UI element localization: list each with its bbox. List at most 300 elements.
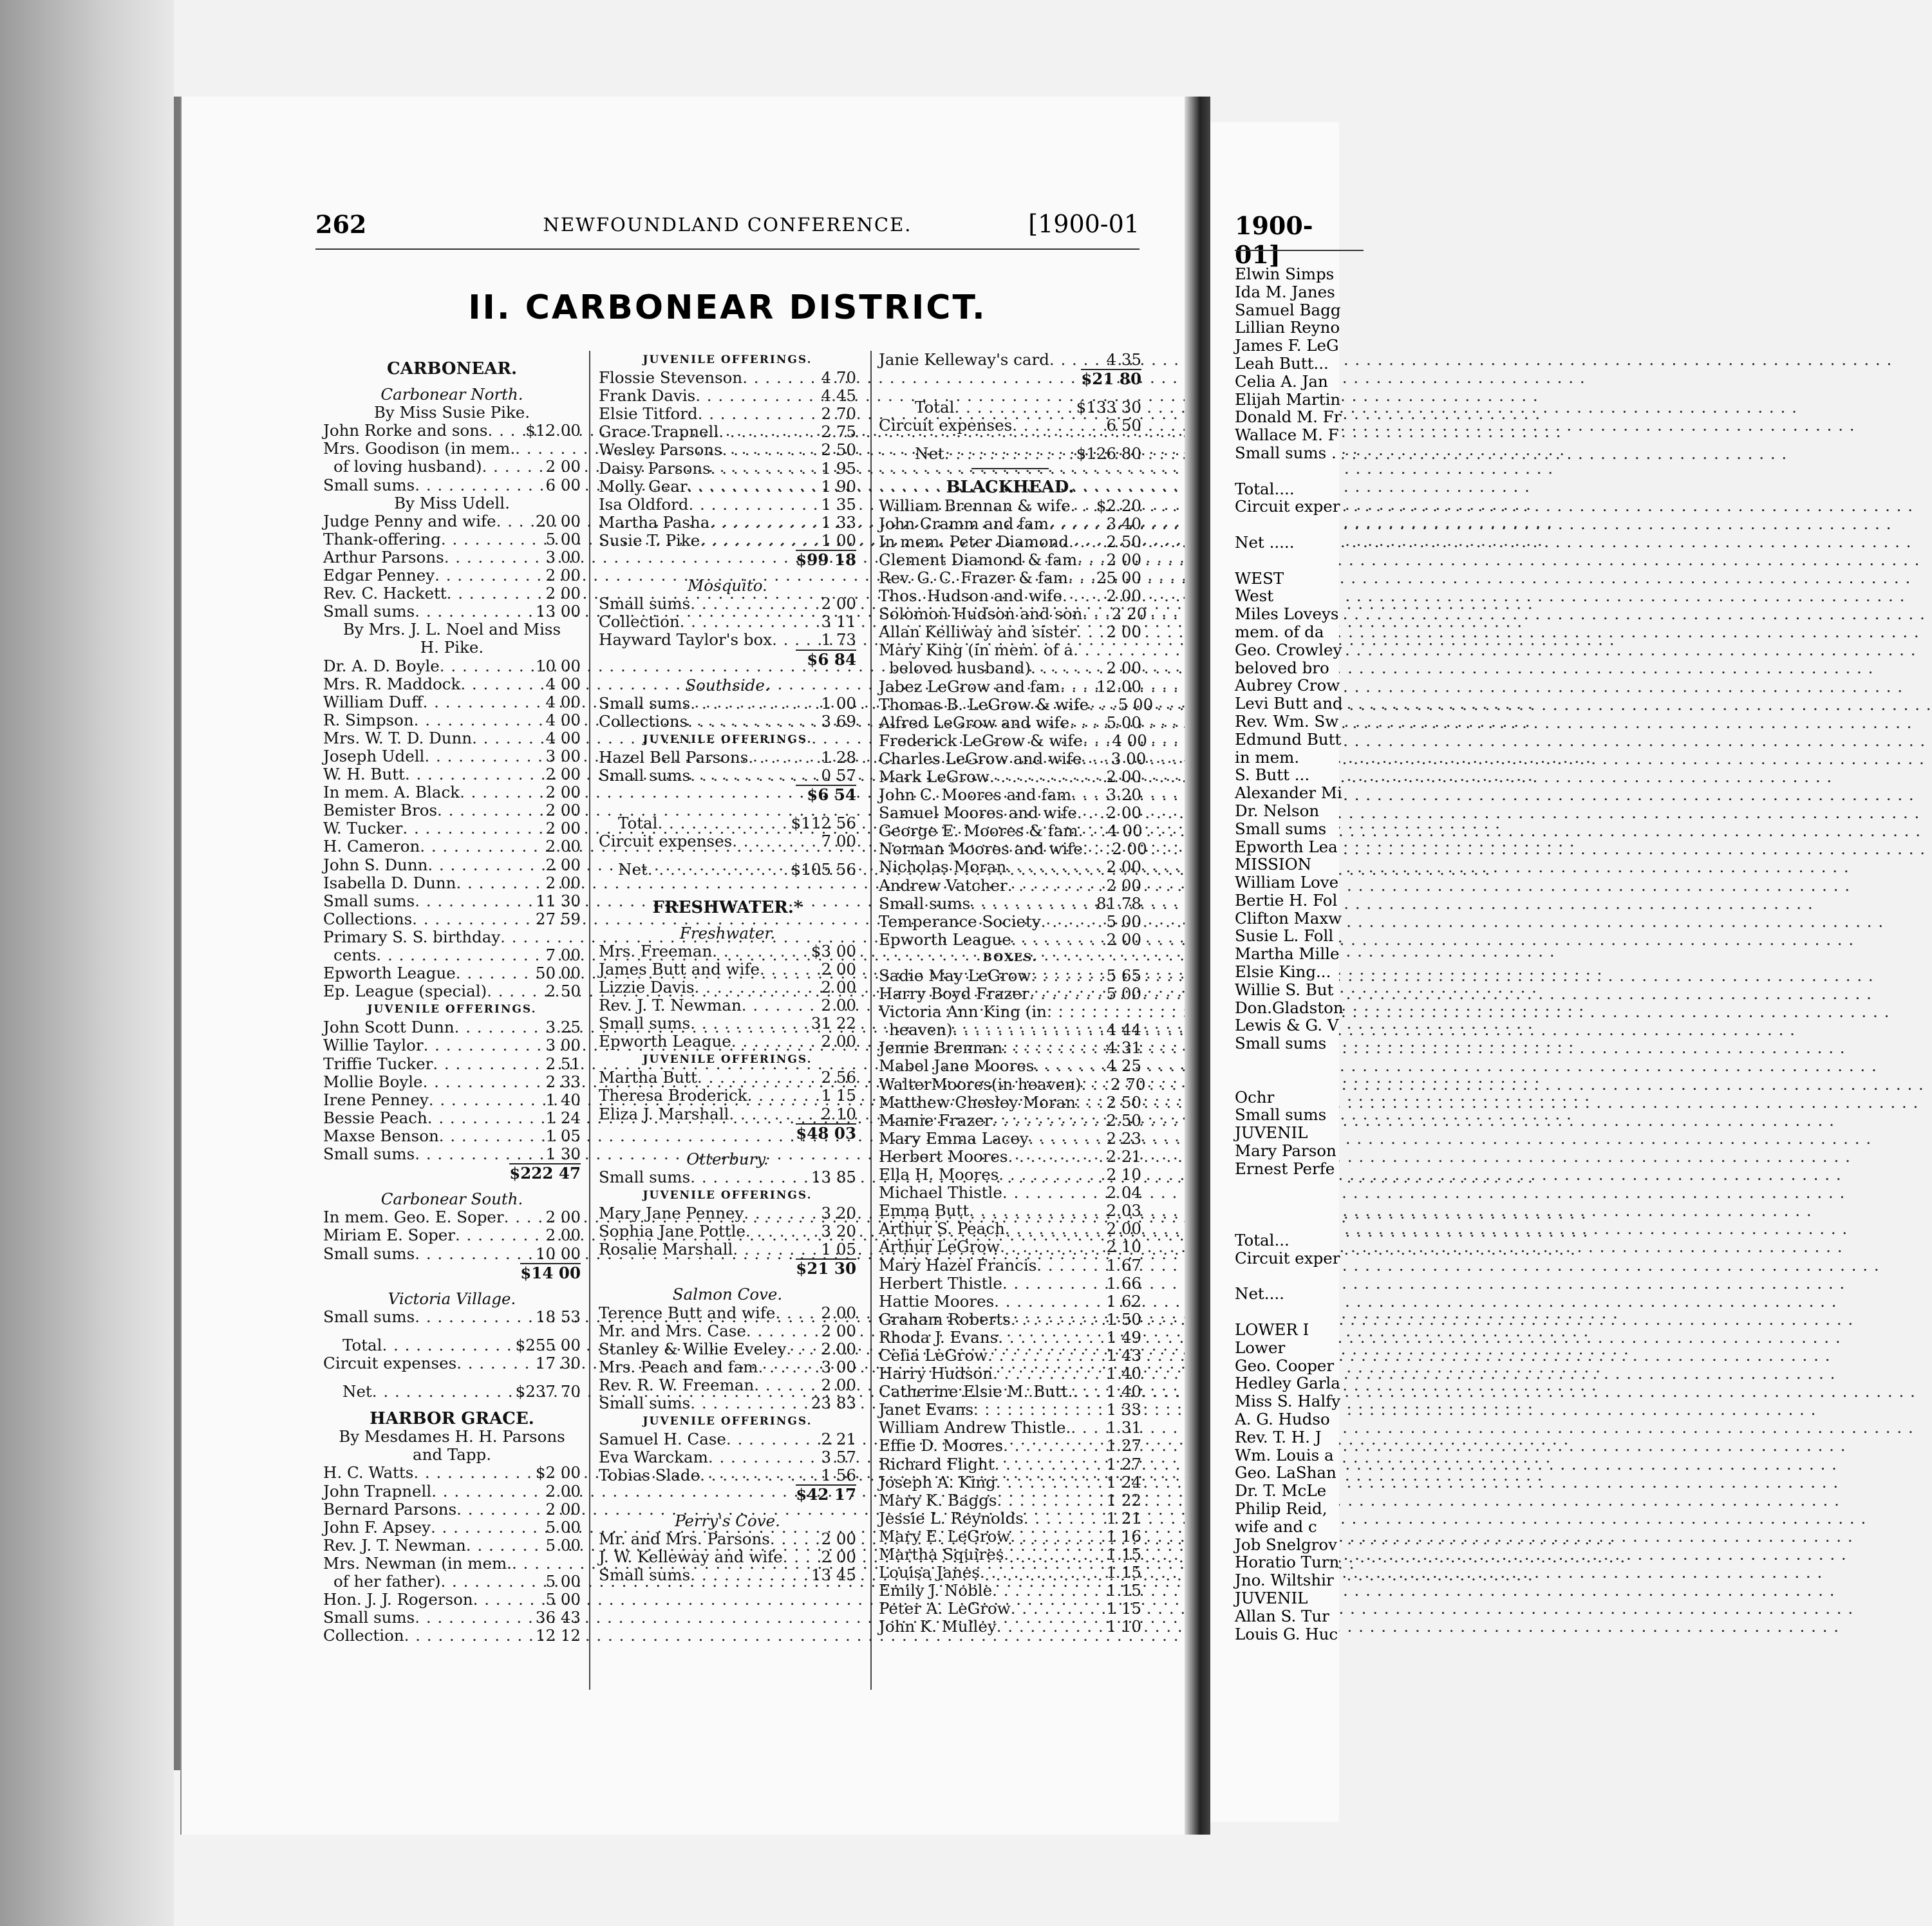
entry-amount: 2 33	[545, 1072, 581, 1091]
entry-name: Joseph Udell	[323, 746, 425, 765]
entry-amount: 1 15	[1106, 1599, 1141, 1618]
entry-name: Bessie Peach	[323, 1108, 427, 1127]
subsection-heading: Freshwater.	[679, 923, 776, 942]
entry-amount: 3 20	[821, 1222, 856, 1241]
entry-name: H. C. Watts	[323, 1463, 414, 1482]
entry-amount: 2 00	[545, 765, 581, 784]
next-page-line: Jno. Wiltshir	[1235, 1571, 1334, 1590]
next-page-line: Bertie H. Fol	[1235, 890, 1338, 910]
entry-amount: 2 00	[821, 1032, 856, 1051]
ledger-entry	[879, 1437, 1141, 1455]
ledger-entry	[879, 1148, 1141, 1166]
ledger-entry	[879, 1003, 1141, 1021]
entry-amount: 27 59	[535, 909, 581, 928]
next-page-line: Net .....	[1235, 532, 1295, 552]
leader-dots	[460, 675, 520, 693]
entry-name: Sophia Jane Pottle	[599, 1222, 746, 1241]
leader-dots	[688, 713, 796, 731]
entry-amount: 2 10	[1106, 1165, 1141, 1184]
entry-amount: 1 67	[1106, 1255, 1141, 1275]
entry-amount: 2 70	[821, 404, 856, 424]
ledger-entry	[599, 613, 856, 631]
entry-name: of her father)	[333, 1572, 441, 1591]
spacer	[323, 1372, 581, 1383]
section-heading: CARBONEAR.	[387, 359, 517, 379]
entry-name: Allan Kelliway and sister	[879, 622, 1077, 642]
entry-amount: 2 00	[821, 1339, 856, 1358]
entry-name: Thomas B. LeGrow & wife	[879, 695, 1089, 714]
next-page-line: Job Snelgrov	[1235, 1535, 1337, 1554]
leader-dots	[657, 814, 791, 832]
entry-name: Mollie Boyle	[323, 1072, 423, 1091]
leader-dots	[1011, 931, 1081, 949]
entry-name: Jabez LeGrow and fam	[879, 677, 1060, 696]
entry-name: Andrew Vatcher	[879, 875, 1008, 895]
entry-name: Victoria Ann King (in	[879, 1002, 1047, 1022]
leader-dots	[382, 1336, 515, 1354]
leader-dots	[760, 960, 796, 978]
entry-amount: 1 15	[1106, 1563, 1141, 1582]
next-page-line: Mary Parson	[1235, 1141, 1336, 1161]
entry-amount: 2 50	[545, 982, 581, 1001]
leader-dots	[953, 1021, 1081, 1039]
entry-name: Small sums	[323, 1608, 415, 1627]
ledger-entry	[323, 1354, 581, 1372]
leader-dots	[372, 1383, 516, 1401]
next-page-line: Small sums	[1235, 1105, 1327, 1125]
entry-amount: 3 69	[821, 711, 856, 731]
entry-amount: 3 00	[545, 1036, 581, 1055]
leader-dots	[1034, 1057, 1081, 1075]
entry-amount: 2 50	[1106, 1110, 1141, 1130]
entry-name: Grace Trapnell	[599, 422, 719, 442]
ledger-entry	[599, 1033, 856, 1051]
entry-name: Eva Warckam	[599, 1448, 708, 1467]
leader-dots	[415, 892, 520, 910]
entry-name: Net	[915, 444, 944, 463]
ledger-entry	[323, 1055, 581, 1073]
entry-name: Herbert Moores	[879, 1146, 1008, 1166]
ledger-entry	[879, 1582, 1141, 1600]
entry-name: Samuel Moores and wife	[879, 803, 1077, 823]
next-page-line	[1235, 462, 1351, 480]
subtotal-amount: $6 54	[796, 785, 856, 804]
entry-amount: 5 65	[1106, 966, 1141, 985]
entry-name: Harry Boyd Frazer	[879, 984, 1029, 1004]
entry-amount: $112 56	[791, 814, 856, 833]
entry-amount: $2 20	[1096, 496, 1141, 515]
entry-amount: 5 00	[1118, 695, 1154, 714]
entry-amount: 2 00	[821, 1547, 856, 1566]
entry-amount: 1 27	[1106, 1436, 1141, 1455]
entry-name: Mr. and Mrs. Parsons	[599, 1529, 770, 1548]
ledger-entry	[323, 584, 581, 603]
entry-amount: 23 83	[811, 1393, 856, 1412]
ledger-entry	[879, 1383, 1141, 1401]
leader-dots	[954, 398, 1076, 416]
ledger-entry	[879, 1094, 1141, 1112]
ledger-entry	[323, 910, 581, 928]
entry-name: Circuit expenses	[599, 832, 733, 851]
next-page-line: Geo. LaShan	[1235, 1463, 1336, 1482]
ledger-entry	[599, 1358, 856, 1376]
leader-dots	[415, 476, 520, 494]
entry-amount: 3 40	[1106, 514, 1141, 533]
entry-name: Molly Gear	[599, 476, 688, 496]
entry-name: Small sums	[599, 1393, 691, 1412]
entry-amount: 2 03	[1106, 1201, 1141, 1220]
ledger-entry	[599, 1448, 856, 1466]
next-page-line: Alexander Mi	[1235, 783, 1342, 803]
entry-amount: 3 11	[821, 612, 856, 631]
leader-dots	[690, 1566, 796, 1584]
ledger-entry	[879, 695, 1154, 714]
entry-name: Small sums	[323, 891, 415, 910]
leader-dots	[447, 584, 520, 603]
ledger-entry	[599, 631, 856, 649]
ledger-entry	[879, 604, 1147, 624]
next-page-line: Dr. Nelson	[1235, 801, 1320, 820]
entry-amount: 3 00	[821, 1357, 856, 1376]
entry-amount: 5 00	[545, 1535, 581, 1555]
leader-dots	[992, 1582, 1081, 1600]
ledger-entry	[599, 532, 856, 550]
next-page-line: Total....	[1235, 479, 1295, 498]
entry-amount: 5 00	[1106, 912, 1141, 931]
entry-amount: 2 00	[821, 1321, 856, 1340]
entry-amount: $126 80	[1076, 444, 1141, 463]
ledger-entry	[879, 678, 1141, 696]
ledger-entry	[599, 1168, 856, 1186]
subtotal-amount: $21 80	[1081, 369, 1141, 389]
entry-amount: 2 00	[1106, 767, 1141, 786]
ledger-entry	[323, 711, 581, 729]
entry-name: John Scott Dunn	[323, 1018, 455, 1037]
leader-dots	[423, 1073, 520, 1091]
spacer	[879, 435, 1141, 445]
entry-name: Sadie May LeGrow	[879, 966, 1031, 985]
entry-amount: 2 00	[821, 996, 856, 1014]
leader-dots	[1002, 1039, 1081, 1057]
leader-dots	[415, 1245, 520, 1263]
entry-name: Epworth League	[323, 964, 456, 983]
entry-amount: 1 00	[821, 693, 856, 713]
collector-line: and Tapp.	[412, 1445, 492, 1464]
ledger-entry	[323, 1226, 581, 1244]
entry-name: Mabel Jane Moores	[879, 1056, 1035, 1076]
leader-dots	[460, 783, 520, 801]
leader-dots	[1029, 985, 1081, 1003]
entry-amount: 2 00	[1106, 930, 1141, 949]
running-title: NEWFOUNDLAND CONFERENCE.	[543, 214, 912, 236]
ledger-entry	[879, 822, 1141, 840]
ledger-entry	[879, 749, 1147, 768]
next-page-line	[1235, 1052, 1351, 1071]
ledger-entry	[323, 1573, 581, 1591]
next-page-line	[1235, 552, 1351, 570]
ledger-entry	[879, 985, 1141, 1003]
leader-dots	[429, 1091, 520, 1109]
entry-amount: 4 00	[545, 674, 581, 693]
leader-dots	[688, 478, 796, 496]
leader-dots	[1069, 533, 1081, 551]
ledger-entry	[599, 460, 856, 478]
leader-dots	[1049, 351, 1081, 369]
ledger-entry	[879, 839, 1147, 859]
entry-amount: 2 00	[545, 457, 581, 476]
ledger-entry	[879, 1039, 1141, 1057]
subtotal	[599, 1484, 856, 1504]
entry-amount: 1 22	[1106, 1490, 1141, 1510]
entry-name: Graham Roberts	[879, 1309, 1011, 1329]
leader-dots	[456, 1501, 520, 1519]
ledger-entry	[323, 1036, 581, 1054]
ledger-entry	[323, 928, 581, 946]
next-page-line: Elijah Martin	[1235, 389, 1341, 409]
entry-name: Janie Kelleway's card	[879, 350, 1049, 369]
entry-name: Michael Thistle	[879, 1183, 1002, 1202]
next-page-line: wife and c	[1235, 1517, 1317, 1536]
ledger-entry	[323, 512, 581, 530]
entry-amount: 1 49	[1106, 1327, 1141, 1347]
ledger-entry	[879, 1365, 1141, 1383]
entry-amount: 2 00	[545, 1226, 581, 1245]
next-page-line: A. G. Hudso	[1235, 1410, 1330, 1428]
entry-name: Janet Evans	[879, 1400, 974, 1419]
short-rule	[971, 468, 1049, 469]
section-heading: BLACKHEAD.	[946, 478, 1074, 498]
column-3	[879, 350, 1154, 1636]
ledger-entry	[879, 913, 1141, 931]
ledger-entry	[879, 1455, 1141, 1473]
entry-name: John Rorke and sons	[323, 421, 488, 440]
entry-amount: 5 00	[1106, 984, 1141, 1004]
entry-amount: 2 00	[545, 855, 581, 874]
entry-name: Bernard Parsons	[323, 1499, 457, 1519]
entry-name: Mrs. Freeman	[599, 941, 713, 960]
ledger-entry	[599, 861, 856, 879]
leader-dots	[404, 1627, 520, 1645]
entry-amount: $2 00	[535, 1463, 581, 1482]
entry-name: Collections	[599, 711, 688, 731]
next-page-line: Elwin Simps	[1235, 265, 1335, 283]
subsection-heading: Perry's Cove.	[675, 1511, 780, 1530]
ledger-entry	[599, 1014, 856, 1033]
leader-dots	[729, 1105, 796, 1123]
entry-amount: 2 51	[545, 1054, 581, 1073]
ledger-entry	[599, 1222, 856, 1240]
entry-name: WalterMoores(in heaven)	[879, 1074, 1082, 1094]
leader-dots	[1000, 1238, 1081, 1256]
next-page-line: Rev. Wm. Sw	[1235, 711, 1339, 731]
entry-amount: 2 75	[821, 422, 856, 442]
entry-name: Small sums	[323, 1145, 415, 1164]
leader-dots	[690, 1168, 796, 1186]
next-page-line	[1235, 1303, 1351, 1321]
next-page-line: JUVENIL	[1235, 1588, 1308, 1607]
entry-name: Collections	[323, 909, 413, 928]
leader-dots	[1062, 587, 1081, 605]
next-page-line: William Love	[1235, 873, 1339, 892]
entry-amount: 1 33	[1106, 1400, 1141, 1419]
leader-dots	[746, 1222, 796, 1240]
ledger-entry	[323, 458, 581, 476]
entry-name: Emily J. Noble	[879, 1581, 993, 1600]
next-page-line: Don.Gladston	[1235, 998, 1344, 1017]
leader-dots	[695, 978, 796, 996]
ledger-entry	[599, 1376, 856, 1394]
leader-dots	[1011, 1600, 1081, 1618]
leader-dots	[770, 1530, 796, 1548]
leader-dots	[758, 1358, 796, 1376]
ledger-entry	[323, 1073, 581, 1091]
entry-amount: 13 45	[811, 1565, 856, 1584]
ledger-entry	[323, 1464, 581, 1482]
entry-amount: 2 00	[1106, 857, 1141, 877]
entry-amount: 1 35	[821, 494, 856, 514]
ledger-entry	[879, 641, 1141, 659]
entry-name: Ep. League (special)	[323, 982, 487, 1001]
entry-name: Flossie Stevenson	[599, 368, 743, 388]
leader-dots	[732, 832, 796, 850]
entry-name: Arthur Parsons	[323, 547, 444, 566]
entry-amount: 2 00	[821, 594, 856, 613]
entry-amount: 20 00	[535, 511, 581, 530]
leader-dots	[1060, 678, 1081, 696]
entry-amount: 2 20	[1111, 604, 1147, 624]
entry-amount: 2 00	[545, 819, 581, 838]
leader-dots	[1036, 1257, 1081, 1275]
entry-amount: 1 24	[545, 1108, 581, 1127]
next-page-line: beloved bro	[1235, 658, 1329, 677]
ledger-entry	[323, 1245, 581, 1263]
leader-dots	[700, 532, 796, 550]
ledger-entry	[879, 714, 1141, 732]
leader-dots	[437, 801, 520, 819]
column-2	[599, 351, 856, 1584]
entry-name: Louisa Janes	[879, 1563, 980, 1582]
leader-dots	[424, 1036, 520, 1054]
entry-amount: $133 30	[1076, 398, 1141, 417]
ledger-entry	[879, 1564, 1141, 1582]
subtotal	[599, 1258, 856, 1278]
entry-name: Hon. J. J. Rogerson	[323, 1590, 473, 1609]
entry-amount: 1 10	[1106, 1617, 1141, 1636]
entry-name: Effie D. Moores	[879, 1436, 1004, 1455]
ledger-entry	[323, 440, 581, 458]
leader-dots	[698, 405, 796, 423]
ledger-entry	[599, 441, 856, 459]
ledger-entry	[323, 1519, 581, 1537]
ledger-entry	[323, 1627, 581, 1645]
ledger-entry	[599, 1240, 856, 1258]
ledger-entry	[879, 786, 1141, 804]
leader-dots	[1011, 1311, 1081, 1329]
entry-name: Small sums	[599, 594, 691, 613]
leader-dots	[1031, 967, 1081, 985]
entry-name: Elsie Titford	[599, 404, 698, 424]
entry-amount: 2 04	[1106, 1183, 1141, 1202]
ledger-entry	[323, 693, 581, 711]
ledger-entry	[599, 1087, 856, 1105]
ledger-entry	[599, 423, 856, 441]
entry-name: Norman Moores and wife	[879, 839, 1083, 859]
entry-name: Small sums	[323, 1244, 415, 1263]
entry-amount: 4 31	[1106, 1038, 1141, 1058]
leader-dots	[433, 1055, 520, 1073]
entry-amount: 3 20	[821, 1204, 856, 1223]
entry-amount: 2 00	[1112, 839, 1147, 859]
entry-amount: 2 00	[1106, 550, 1142, 569]
ledger-entry	[323, 874, 581, 892]
entry-name: Clement Diamond & fam	[879, 550, 1078, 569]
leader-dots	[1010, 1528, 1081, 1546]
entry-name: Primary S. S. birthday	[323, 927, 501, 946]
entry-name: Circuit expenses	[879, 416, 1013, 435]
entry-name: Peter A. LeGrow	[879, 1599, 1011, 1618]
entry-amount: 17 30	[535, 1353, 581, 1372]
entry-amount: 2 23	[1106, 1128, 1141, 1148]
leader-dots	[970, 895, 1081, 913]
next-page-line: Small sums	[1235, 819, 1327, 838]
entry-name: Small sums	[323, 475, 415, 494]
next-page-line: Elsie King...	[1235, 962, 1331, 982]
entry-amount: 2 21	[1106, 1146, 1141, 1166]
spacer	[879, 388, 1141, 398]
ledger-entry	[323, 548, 581, 566]
entry-name: Thos. Hudson and wife	[879, 586, 1062, 606]
next-page-line: Dr. T. McLe	[1235, 1481, 1327, 1501]
leader-dots	[648, 861, 791, 879]
next-page-line: Samuel Bagg	[1235, 300, 1341, 319]
next-page-line: in mem.	[1235, 747, 1300, 767]
ledger-entry	[879, 569, 1141, 587]
ledger-entry	[599, 832, 856, 850]
ledger-entry	[879, 1473, 1141, 1491]
entry-name: Epworth League	[599, 1032, 731, 1051]
entry-name: Collection	[323, 1626, 404, 1645]
entry-amount: 2 10	[1106, 1237, 1141, 1257]
page-number: 262	[315, 210, 367, 239]
entry-amount: 1 31	[1106, 1418, 1141, 1437]
leader-dots	[1071, 497, 1081, 515]
ledger-entry	[879, 1112, 1141, 1130]
entry-name: Hazel Bell Parsons	[599, 747, 749, 767]
entry-name: Small sums	[323, 602, 415, 621]
entry-name: John C. Moores and fam	[879, 785, 1072, 805]
next-page-line	[1235, 1178, 1351, 1196]
ledger-entry	[599, 1394, 856, 1412]
entry-name: Mr. and Mrs. Case	[599, 1321, 746, 1340]
entry-amount: 1 16	[1106, 1526, 1141, 1546]
next-page-line: Philip Reid,	[1235, 1499, 1327, 1518]
entry-amount: 10 00	[535, 656, 581, 675]
ledger-entry	[323, 837, 581, 855]
leader-dots	[415, 603, 520, 621]
entry-name: Frederick LeGrow & wife	[879, 731, 1083, 750]
leader-dots	[1002, 1184, 1081, 1202]
leader-dots	[1031, 659, 1081, 677]
entry-name: Rev. J. T. Newman	[323, 1535, 466, 1555]
entry-name: Terence Butt and wife	[599, 1303, 776, 1322]
leader-dots	[1047, 1003, 1081, 1021]
entry-name: In mem. Peter Diamond	[879, 532, 1069, 551]
section-heading: FRESHWATER.*	[652, 897, 803, 917]
ledger-entry	[879, 587, 1141, 605]
subsection-heading: Carbonear South.	[380, 1190, 523, 1209]
leader-dots	[440, 657, 520, 675]
entry-name: John K. Mulley	[879, 1617, 997, 1636]
